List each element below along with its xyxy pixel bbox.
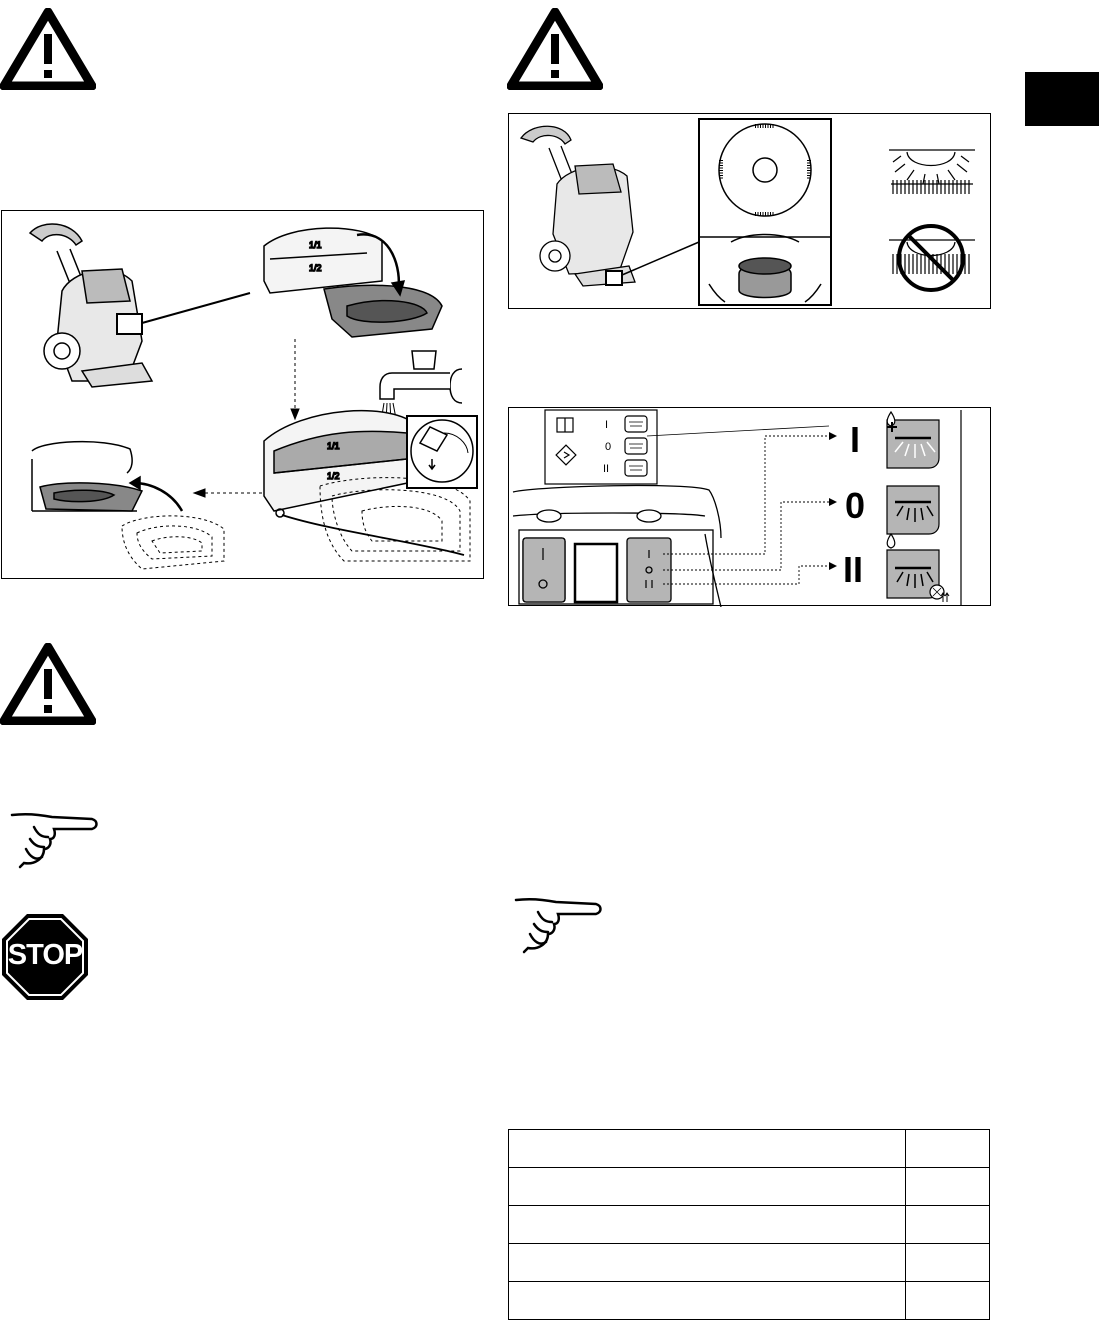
sun-brush-icon bbox=[889, 150, 975, 194]
mini-legend bbox=[545, 410, 829, 484]
control-panel-figure bbox=[508, 407, 991, 606]
level-half-label-top: 1/2 bbox=[309, 263, 322, 273]
filter-detail bbox=[699, 119, 831, 305]
level-full-label-bottom: 1/1 bbox=[327, 441, 340, 451]
table-cell bbox=[906, 1168, 990, 1206]
tank-fitting bbox=[32, 442, 182, 511]
pointing-hand-icon bbox=[512, 890, 602, 956]
table-row bbox=[509, 1206, 990, 1244]
specification-table bbox=[508, 1129, 990, 1320]
warning-triangle-icon bbox=[507, 8, 603, 90]
machine-illustration bbox=[30, 224, 250, 387]
table-cell bbox=[906, 1244, 990, 1282]
table-cell bbox=[906, 1130, 990, 1168]
table-cell bbox=[509, 1206, 906, 1244]
water-spray-vacuum-icon bbox=[887, 534, 949, 602]
warning-triangle-icon bbox=[0, 643, 96, 725]
warning-triangle-icon bbox=[0, 8, 96, 90]
prohibited-icon bbox=[889, 226, 975, 290]
table-cell bbox=[906, 1206, 990, 1244]
table-cell bbox=[509, 1168, 906, 1206]
pointing-hand-icon bbox=[8, 805, 98, 871]
table-row bbox=[509, 1168, 990, 1206]
table-cell bbox=[906, 1282, 990, 1320]
table-cell bbox=[509, 1282, 906, 1320]
table-row bbox=[509, 1282, 990, 1320]
table-cell bbox=[509, 1130, 906, 1168]
brush-only-icon bbox=[887, 486, 939, 534]
table-cell bbox=[509, 1244, 906, 1282]
mini-label-0: 0 bbox=[605, 441, 612, 453]
mini-label-i: I bbox=[605, 419, 609, 431]
filter-figure bbox=[508, 113, 991, 309]
water-spray-plus-icon bbox=[887, 412, 939, 468]
machine-top-panel bbox=[513, 486, 721, 607]
stop-sign-text: STOP bbox=[7, 939, 83, 971]
position-i-label: I bbox=[850, 419, 861, 460]
level-full-label-top: 1/1 bbox=[309, 240, 322, 250]
language-tab bbox=[1025, 72, 1099, 126]
table-row bbox=[509, 1244, 990, 1282]
machine-illustration bbox=[521, 126, 699, 286]
level-half-label-bottom: 1/2 bbox=[327, 471, 340, 481]
position-0-label: 0 bbox=[845, 485, 866, 526]
position-ii-label: II bbox=[843, 549, 864, 590]
inset-detail bbox=[407, 416, 477, 488]
mini-label-ii: II bbox=[603, 463, 610, 475]
stop-sign-icon bbox=[0, 912, 90, 1002]
tank-emptying-figure bbox=[1, 210, 484, 579]
table-row bbox=[509, 1130, 990, 1168]
recovery-tank-top bbox=[264, 228, 442, 337]
